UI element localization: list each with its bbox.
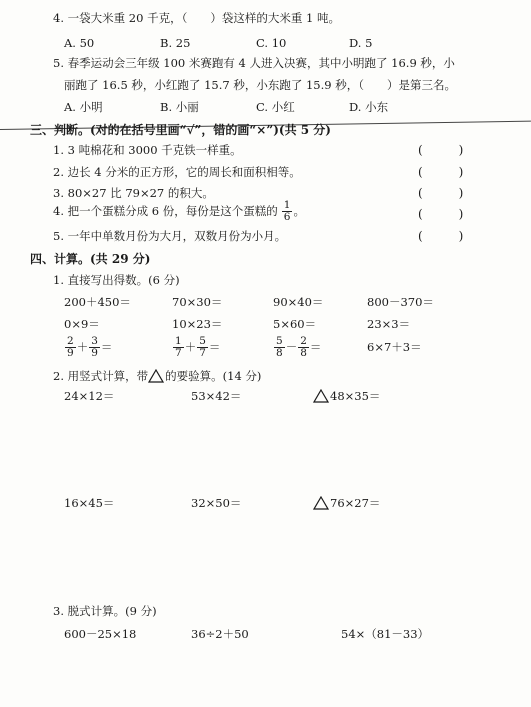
fraction-denominator: 9 (91, 346, 98, 359)
calc-r1-c1: 200＋450＝ (64, 295, 131, 309)
calc-r3-c4: 6×7＋3＝ (367, 340, 422, 354)
judge-item-4-tail: 。 (293, 204, 305, 218)
q5-option-a: A. 小明 (64, 100, 103, 114)
fraction-numerator: 2 (67, 334, 74, 347)
part2-title-after: 的要验算。(14 分) (165, 369, 262, 383)
operator: － (285, 340, 298, 354)
q4-option-b: B. 25 (160, 36, 191, 50)
vertical-calc-6 (313, 494, 380, 512)
q5-option-b: B. 小丽 (160, 100, 199, 114)
fraction (274, 336, 285, 359)
fraction-numerator: 2 (300, 334, 307, 347)
vertical-calc-1: 24×12＝ (64, 389, 115, 403)
judge-item-3: 3. 80×27 比 79×27 的积大。 (53, 186, 214, 200)
calc-r2-c4: 23×3＝ (367, 317, 411, 331)
calc-r1-c2: 70×30＝ (172, 295, 223, 309)
part2-title-before: 2. 用竖式计算，带 (53, 369, 149, 383)
equals: ＝ (309, 340, 322, 354)
q5-line1: 5. 春季运动会三年级 100 米赛跑有 4 人进入决赛，其中小明跑了 16.9 秒，小 (53, 56, 455, 70)
fraction (298, 336, 309, 359)
answer-paren-5[interactable]: ( ) (418, 229, 464, 243)
q5-option-d: D. 小东 (349, 100, 389, 114)
judge-item-4 (53, 200, 305, 222)
answer-paren-2[interactable]: ( ) (418, 165, 464, 179)
fraction-numerator: 1 (175, 334, 182, 347)
answer-paren-3[interactable]: ( ) (418, 186, 464, 200)
vertical-calc-5: 32×50＝ (191, 496, 242, 510)
fraction (197, 336, 208, 359)
fraction-denominator: 7 (199, 346, 206, 359)
part3-title: 3. 脱式计算。(9 分) (53, 604, 157, 618)
fraction-numerator: 5 (199, 334, 206, 347)
equals: ＝ (208, 340, 221, 354)
triangle-icon (313, 496, 329, 510)
operator: ＋ (184, 340, 197, 354)
fraction-numerator: 1 (283, 198, 291, 211)
q5-line2: 丽跑了 16.5 秒，小红跑了 15.7 秒，小东跑了 15.9 秒，（ ）是第三名。 (64, 78, 456, 92)
vertical-calc-3 (313, 387, 380, 405)
stepwise-calc-1: 600－25×18 (64, 627, 137, 641)
triangle-icon (148, 369, 164, 383)
part2-title (53, 367, 261, 385)
calc-r2-c3: 5×60＝ (273, 317, 317, 331)
fraction-denominator: 7 (175, 346, 182, 359)
calc-r3-c3 (273, 333, 321, 361)
stepwise-calc-3: 54×（81－33） (341, 627, 430, 641)
section4-title: 四、计算。(共 29 分) (30, 252, 151, 266)
stepwise-calc-2: 36÷2＋50 (191, 627, 249, 641)
answer-paren-1[interactable]: ( ) (418, 143, 464, 157)
judge-item-4-fraction (282, 200, 293, 223)
part1-title: 1. 直接写出得数。(6 分) (53, 273, 180, 287)
triangle-icon (313, 389, 329, 403)
vertical-calc-3-text: 48×35＝ (330, 389, 381, 403)
fraction-numerator: 5 (276, 334, 283, 347)
calc-r3-c1 (64, 333, 112, 361)
fraction-numerator: 3 (91, 334, 98, 347)
fraction-denominator: 8 (300, 346, 307, 359)
fraction (173, 336, 184, 359)
calc-r2-c2: 10×23＝ (172, 317, 223, 331)
fraction (89, 336, 100, 359)
q5-option-c: C. 小红 (256, 100, 295, 114)
section3-title: 三、判断。(对的在括号里画“√”，错的画“×”)(共 5 分) (30, 123, 331, 137)
operator: ＋ (76, 340, 89, 354)
judge-item-4-text: 4. 把一个蛋糕分成 6 份，每份是这个蛋糕的 (53, 204, 278, 218)
fraction-denominator: 9 (67, 346, 74, 359)
vertical-calc-2: 53×42＝ (191, 389, 242, 403)
calc-r3-c2 (172, 333, 220, 361)
judge-item-5: 5. 一年中单数月份为大月，双数月份为小月。 (53, 229, 287, 243)
calc-r1-c3: 90×40＝ (273, 295, 324, 309)
fraction-denominator: 8 (276, 346, 283, 359)
judge-item-2: 2. 边长 4 分米的正方形，它的周长和面积相等。 (53, 165, 301, 179)
calc-r2-c1: 0×9＝ (64, 317, 100, 331)
fraction-denominator: 6 (283, 210, 291, 223)
q4-option-d: D. 5 (349, 36, 373, 50)
vertical-calc-4: 16×45＝ (64, 496, 115, 510)
vertical-calc-6-text: 76×27＝ (330, 496, 381, 510)
q4-stem: 4. 一袋大米重 20 千克，（ ）袋这样的大米重 1 吨。 (53, 11, 340, 25)
fraction (65, 336, 76, 359)
answer-paren-4[interactable]: ( ) (418, 207, 464, 221)
calc-r1-c4: 800－370＝ (367, 295, 434, 309)
q4-option-c: C. 10 (256, 36, 287, 50)
equals: ＝ (100, 340, 113, 354)
q4-option-a: A. 50 (64, 36, 95, 50)
judge-item-1: 1. 3 吨棉花和 3000 千克铁一样重。 (53, 143, 242, 157)
